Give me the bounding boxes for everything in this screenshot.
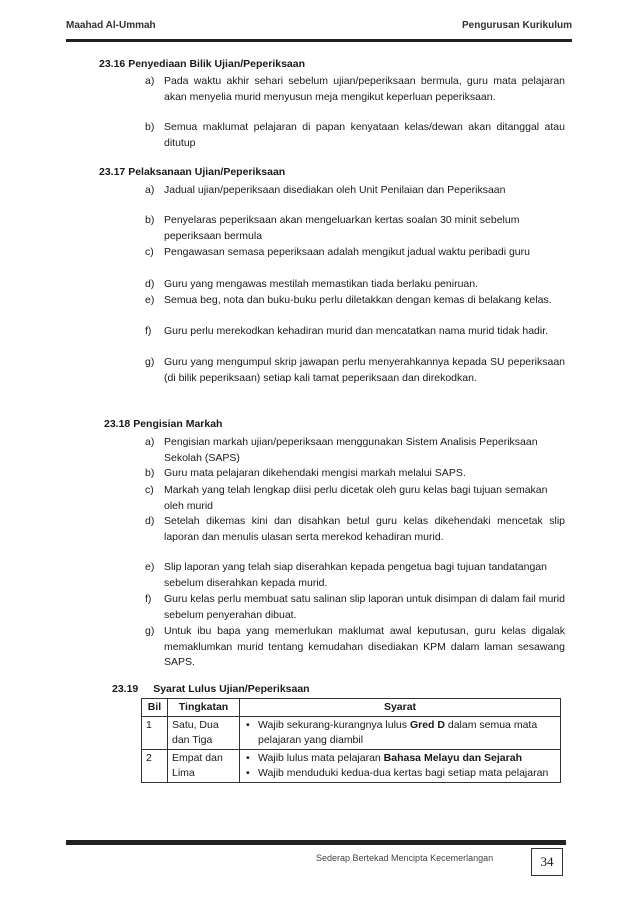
cell-syarat bbox=[240, 717, 561, 750]
list-item: d) Guru yang mengawas mestilah memastikan tiada berlaku peniruan. bbox=[145, 278, 479, 290]
section-title-text: Syarat Lulus Ujian/Peperiksaan bbox=[153, 683, 310, 695]
section-title-23-18: 23.18 Pengisian Markah bbox=[104, 418, 223, 430]
bullet-item: • Wajib menduduki kedua-dua kertas bagi setiap mata pelajaran bbox=[244, 766, 556, 781]
cell-syarat bbox=[240, 750, 561, 783]
list-item: f) Guru perlu merekodkan kehadiran murid dan mencatatkan nama murid tidak hadir. bbox=[145, 325, 549, 337]
list-item: e) Semua beg, nota dan buku-buku perlu diletakkan dengan kemas di belakang kelas. bbox=[145, 294, 552, 306]
header-rule bbox=[66, 39, 572, 42]
section-number: 23.19 bbox=[112, 683, 139, 695]
table-row bbox=[142, 750, 561, 783]
list-item: e) Slip laporan yang telah siap diserahkan kepada pengetua bagi tujuan tandatangan sebelum diserahkan kepada murid. bbox=[145, 561, 547, 589]
page-number: 34 bbox=[531, 848, 563, 876]
list-item: b) Penyelaras peperiksaan akan mengeluarkan kertas soalan 30 minit sebelum peperiksaan bermula bbox=[145, 214, 520, 242]
list-item: g) Guru yang mengumpul skrip jawapan perlu menyerahkannya kepada SU peperiksaan (di bilik peperiksaan) setiap kali tamat peperiksaan dan direkodkan. bbox=[145, 356, 565, 384]
footer-rule bbox=[66, 840, 566, 845]
bullet-item: • Wajib lulus mata pelajaran Bahasa Melayu dan Sejarah bbox=[244, 751, 556, 766]
col-header-syarat: Syarat bbox=[240, 699, 561, 717]
list-item: f) Guru kelas perlu membuat satu salinan slip laporan untuk disimpan di dalam fail murid sebelum penyerahan dibuat. bbox=[145, 593, 565, 621]
cell-tingkatan: Empat dan Lima bbox=[168, 750, 240, 783]
list-item: g) Untuk ibu bapa yang memerlukan maklumat awal keputusan, guru kelas digalak memaklumkan murid tentang kemudahan disediakan KPM dalam laman sesawang SAPS. bbox=[145, 625, 565, 668]
list-item: c) Markah yang telah lengkap diisi perlu dicetak oleh guru kelas bagi tujuan semakan oleh murid bbox=[145, 484, 548, 512]
syarat-table bbox=[141, 698, 561, 783]
list-item: d) Setelah dikemas kini dan disahkan betul guru kelas dikehendaki mencetak slip laporan dan menulis ulasan serta merekod kehadiran murid. bbox=[145, 515, 565, 543]
section-title-23-19 bbox=[112, 683, 310, 695]
cell-bil: 1 bbox=[142, 717, 168, 750]
table-header-row bbox=[142, 699, 561, 717]
list-item: a) Pengisian markah ujian/peperiksaan menggunakan Sistem Analisis Peperiksaan Sekolah (SAPS) bbox=[145, 436, 538, 464]
list-item: b) Guru mata pelajaran dikehendaki mengisi markah melalui SAPS. bbox=[145, 467, 466, 479]
section-title-23-16: 23.16 Penyediaan Bilik Ujian/Peperiksaan bbox=[99, 58, 306, 70]
list-item: b) Semua maklumat pelajaran di papan kenyataan kelas/dewan akan ditanggal atau ditutup bbox=[145, 121, 565, 149]
list-item: a) Pada waktu akhir sehari sebelum ujian/peperiksaan bermula, guru mata pelajaran akan menyelia murid menyusun meja mengikut keperluan peperiksaan. bbox=[145, 75, 565, 103]
cell-tingkatan: Satu, Dua dan Tiga bbox=[168, 717, 240, 750]
page-header bbox=[66, 20, 572, 36]
list-item: c) Pengawasan semasa peperiksaan adalah mengikut jadual waktu peribadi guru bbox=[145, 246, 530, 258]
table-row bbox=[142, 717, 561, 750]
cell-bil: 2 bbox=[142, 750, 168, 783]
header-right: Pengurusan Kurikulum bbox=[461, 20, 572, 31]
footer-motto: Sederap Bertekad Mencipta Kecemerlangan bbox=[316, 853, 494, 863]
bullet-item: • Wajib sekurang-kurangnya lulus Gred D dalam semua mata pelajaran yang diambil bbox=[244, 718, 556, 748]
list-item: a) Jadual ujian/peperiksaan disediakan oleh Unit Penilaian dan Peperiksaan bbox=[145, 184, 506, 196]
col-header-bil: Bil bbox=[142, 699, 168, 717]
header-left: Maahad Al-Ummah bbox=[66, 20, 156, 31]
col-header-tingkatan: Tingkatan bbox=[168, 699, 240, 717]
section-title-23-17: 23.17 Pelaksanaan Ujian/Peperiksaan bbox=[99, 166, 286, 178]
